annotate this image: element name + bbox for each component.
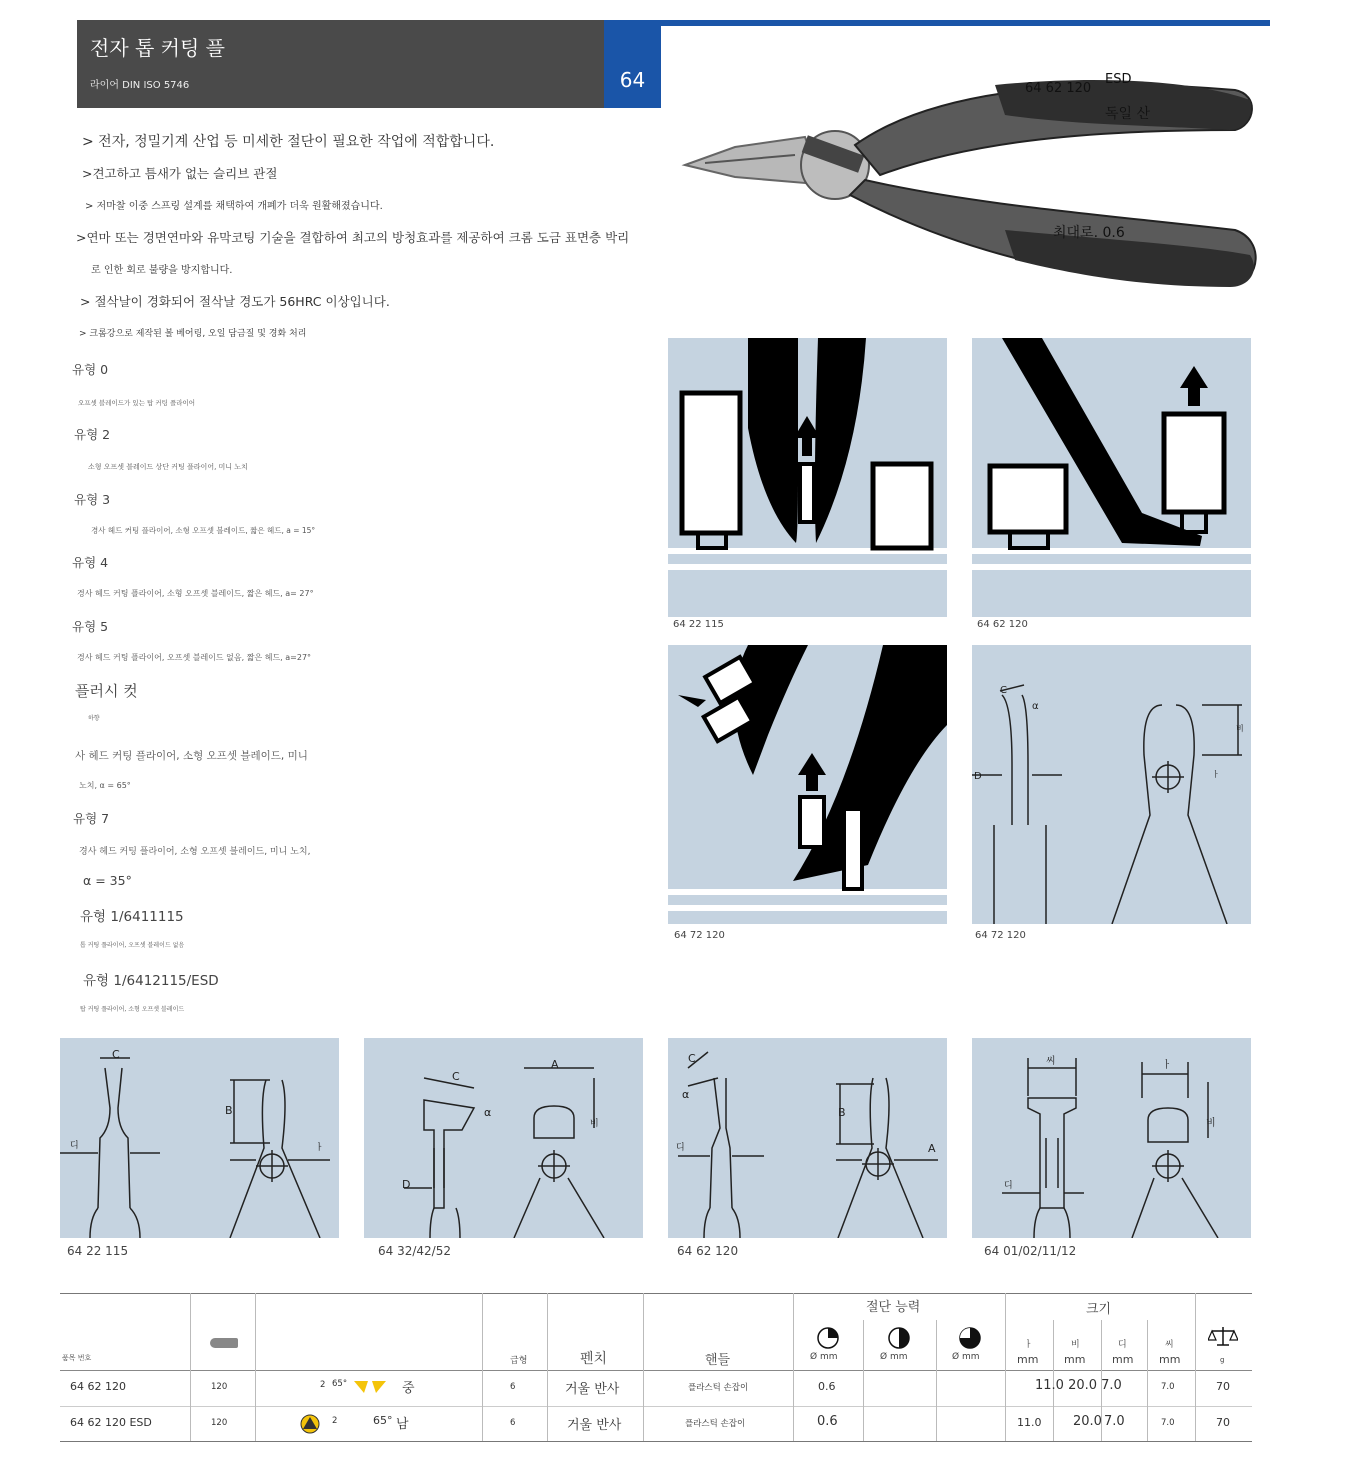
- diagram-caption-1: 64 22 115: [67, 1244, 129, 1258]
- diagram-label-c: C: [1000, 685, 1007, 696]
- row-1-mark: 2: [320, 1380, 326, 1390]
- diagram-1-label-ko-a: ㅏ: [315, 1143, 324, 1153]
- row-2-b: 20.0: [1073, 1414, 1102, 1429]
- usage-caption-1: 64 22 115: [673, 619, 724, 630]
- th-dia-1: Ø mm: [810, 1352, 838, 1362]
- row-2-esd-icon: [300, 1414, 320, 1434]
- medium-wire-icon: [887, 1326, 911, 1350]
- th-mm-a: mm: [1017, 1353, 1039, 1366]
- feature-3: > 저마찰 이중 스프링 설계를 채택하여 개폐가 더욱 원활해졌습니다.: [85, 201, 383, 212]
- usage-panel-2: [972, 338, 1251, 617]
- diagram-caption-4: 64 01/02/11/12: [984, 1244, 1077, 1258]
- diagram-2-label-c: C: [452, 1070, 460, 1083]
- type-7-label: 유형 7: [73, 811, 110, 826]
- type-4-label: 유형 4: [72, 555, 109, 570]
- header-rule: [661, 20, 1270, 26]
- th-b: 비: [1071, 1340, 1080, 1350]
- page-title: 전자 톱 커팅 플: [90, 36, 225, 60]
- usage-panel-3: [668, 645, 947, 924]
- diagram-label-ko-a: ㅏ: [1212, 770, 1220, 779]
- diagram-label-alpha: α: [1032, 701, 1039, 712]
- diagram-4-label-ko-c: 씨: [1046, 1056, 1056, 1067]
- feature-2: >견고하고 틈새가 없는 슬리브 관절: [82, 166, 278, 181]
- th-size: 크기: [1086, 1302, 1112, 1317]
- row-2-a: 11.0: [1017, 1416, 1042, 1429]
- row-1-pinch: 거울 반사: [565, 1382, 620, 1397]
- diagram-caption-3: 64 62 120: [677, 1244, 739, 1258]
- type-1b-desc: 탑 커팅 플라이어, 소형 오프셋 블레이드: [80, 1006, 185, 1013]
- diagram-1-label-c: C: [112, 1048, 120, 1061]
- row-1-size-word: 중: [402, 1381, 415, 1396]
- th-mm-d: mm: [1112, 1353, 1134, 1366]
- hard-wire-icon: [958, 1326, 982, 1350]
- product-photo: [675, 55, 1265, 325]
- row-2-mark: 2: [332, 1416, 338, 1426]
- type-3-desc: 경사 헤드 커팅 플라이어, 소형 오프셋 블레이드, 짧은 헤드, a = 15°: [91, 526, 316, 535]
- th-c: 씨: [1165, 1340, 1174, 1350]
- feature-4: >연마 또는 경면연마와 유막코팅 기술을 결합하여 최고의 방청효과를 제공하여 크롬 도금 표면층 박리: [76, 230, 630, 245]
- th-grade: 급형: [510, 1356, 528, 1366]
- row-2-pinch: 거울 반사: [567, 1418, 622, 1433]
- row-1-dims: 11.0 20.0 7.0: [1035, 1378, 1122, 1393]
- usage-caption-3: 64 72 120: [674, 930, 725, 941]
- type-5-desc: 경사 헤드 커팅 플라이어, 오프셋 블레이드 없음, 짧은 헤드, a=27°: [77, 653, 312, 662]
- th-mm-b: mm: [1064, 1353, 1086, 1366]
- row-1-flush-icon: [354, 1379, 386, 1395]
- feature-5: 로 인한 회로 불량을 방지합니다.: [91, 265, 233, 276]
- page-subtitle: 라이어 DIN ISO 5746: [90, 80, 190, 91]
- th-cutting-capacity: 절단 능력: [866, 1300, 921, 1315]
- th-a: ㅏ: [1024, 1340, 1033, 1350]
- row-1-weight: 70: [1216, 1380, 1230, 1393]
- th-dia-2: Ø mm: [880, 1352, 908, 1362]
- th-item-no: 품목 번호: [62, 1354, 92, 1362]
- usage-caption-2: 64 62 120: [977, 619, 1028, 630]
- type-3-label: 유형 3: [74, 492, 111, 507]
- diagram-label-ko-b: 비: [1236, 724, 1244, 733]
- usage-panel-4: [972, 645, 1251, 924]
- diagram-panel-3: [668, 1038, 947, 1238]
- diagram-3-label-c: C: [688, 1052, 696, 1065]
- type-0-label: 유형 0: [72, 362, 109, 377]
- diagram-2-label-a: A: [551, 1058, 559, 1071]
- diagram-3-label-alpha: α: [682, 1088, 690, 1101]
- row-2-handle: 플라스틱 손잡이: [685, 1419, 746, 1429]
- diagram-1-label-b: B: [225, 1104, 233, 1117]
- weight-scale-icon: [1208, 1325, 1238, 1349]
- type-7-desc: 경사 헤드 커팅 플라이어, 소형 오프셋 블레이드, 미니 노치,: [79, 847, 311, 857]
- diagram-4-label-ko-b: 비: [1206, 1118, 1216, 1129]
- type-1a-desc: 톱 커팅 플라이어, 오프셋 블레이드 없음: [80, 942, 185, 949]
- feature-1: > 전자, 정밀기계 산업 등 미세한 절단이 필요한 작업에 적합합니다.: [82, 134, 495, 150]
- usage-caption-4: 64 72 120: [975, 930, 1026, 941]
- section-header: [77, 20, 661, 108]
- diagram-panel-4: [972, 1038, 1251, 1238]
- feature-7: > 크롬강으로 제작된 볼 베어링, 오일 담금질 및 경화 처리: [79, 329, 307, 339]
- flush-cut-label: 플러시 컷: [75, 682, 138, 700]
- flush-cut-desc-1: 사 헤드 커팅 플라이어, 소형 오프셋 블레이드, 미니: [75, 750, 308, 762]
- type-2-desc: 소형 오프셋 블레이드 상단 커팅 플라이어, 미니 노치: [88, 463, 248, 471]
- usage-panel-1: [668, 338, 947, 617]
- th-d: 디: [1118, 1340, 1127, 1350]
- diagram-2-label-ko-b: 비: [590, 1119, 599, 1129]
- row-2-size-word: 남: [396, 1417, 409, 1432]
- row-2-d: 7.0: [1104, 1414, 1125, 1429]
- type-4-desc: 경사 헤드 커팅 플라이어, 소형 오프셋 블레이드, 짧은 헤드, a= 27°: [77, 589, 314, 598]
- row-1-handle: 플라스틱 손잡이: [688, 1383, 749, 1393]
- section-number: 64: [604, 20, 661, 108]
- th-dia-3: Ø mm: [952, 1352, 980, 1362]
- th-pinch: 펜치: [580, 1351, 608, 1367]
- soft-wire-icon: [816, 1326, 840, 1350]
- diagram-4-label-ko-d: 디: [1004, 1181, 1013, 1191]
- diagram-2-label-d: D: [402, 1178, 411, 1191]
- plier-length-icon: [210, 1338, 238, 1348]
- th-mm-c: mm: [1159, 1353, 1181, 1366]
- diagram-panel-2: [364, 1038, 643, 1238]
- diagram-3-label-a: A: [928, 1142, 936, 1155]
- row-1-grade: 6: [510, 1382, 516, 1392]
- row-2-c: 7.0: [1161, 1418, 1175, 1428]
- type-2-label: 유형 2: [74, 427, 111, 442]
- type-1b-label: 유형 1/6412115/ESD: [83, 973, 219, 989]
- diagram-3-label-b: B: [838, 1106, 846, 1119]
- type-0-desc: 오프셋 블레이드가 있는 탑 커팅 플라이어: [78, 399, 196, 407]
- diagram-2-label-alpha: α: [484, 1106, 492, 1119]
- row-1-cut: 0.6: [818, 1380, 836, 1393]
- diagram-1-label-ko-d: 디: [70, 1141, 79, 1151]
- diagram-4-label-ko-a: ㅏ: [1162, 1060, 1172, 1071]
- row-1-c: 7.0: [1161, 1382, 1175, 1392]
- row-2-item: 64 62 120 ESD: [70, 1416, 152, 1429]
- flush-cut-tiny: 하향: [88, 715, 100, 722]
- spec-table: [60, 1293, 1252, 1443]
- row-2-angle: 65°: [373, 1414, 393, 1427]
- th-handle: 핸들: [705, 1353, 731, 1368]
- th-weight: g: [1220, 1356, 1225, 1364]
- diagram-panel-1: [60, 1038, 339, 1238]
- type-7-alpha: α = 35°: [83, 873, 132, 888]
- row-2-cut: 0.6: [817, 1414, 838, 1429]
- row-1-angle: 65°: [332, 1379, 348, 1389]
- row-2-weight: 70: [1216, 1416, 1230, 1429]
- row-1-length: 120: [211, 1382, 228, 1392]
- max-text: 최대로. 0.6: [1053, 225, 1125, 241]
- type-5-label: 유형 5: [72, 619, 109, 634]
- model-text: 64 62 120: [1025, 81, 1092, 96]
- row-1-item: 64 62 120: [70, 1380, 126, 1393]
- diagram-caption-2: 64 32/42/52: [378, 1244, 451, 1258]
- flush-cut-desc-2: 노치, α = 65°: [79, 781, 131, 790]
- esd-text: ESD: [1105, 72, 1132, 87]
- origin-text: 독일 산: [1105, 106, 1151, 122]
- row-2-length: 120: [211, 1418, 228, 1428]
- row-2-grade: 6: [510, 1418, 516, 1428]
- type-1a-label: 유형 1/6411115: [80, 909, 184, 925]
- feature-6: > 절삭날이 경화되어 절삭날 경도가 56HRC 이상입니다.: [80, 294, 390, 309]
- diagram-label-d: D: [974, 771, 982, 782]
- diagram-3-label-ko-d: 디: [676, 1143, 685, 1153]
